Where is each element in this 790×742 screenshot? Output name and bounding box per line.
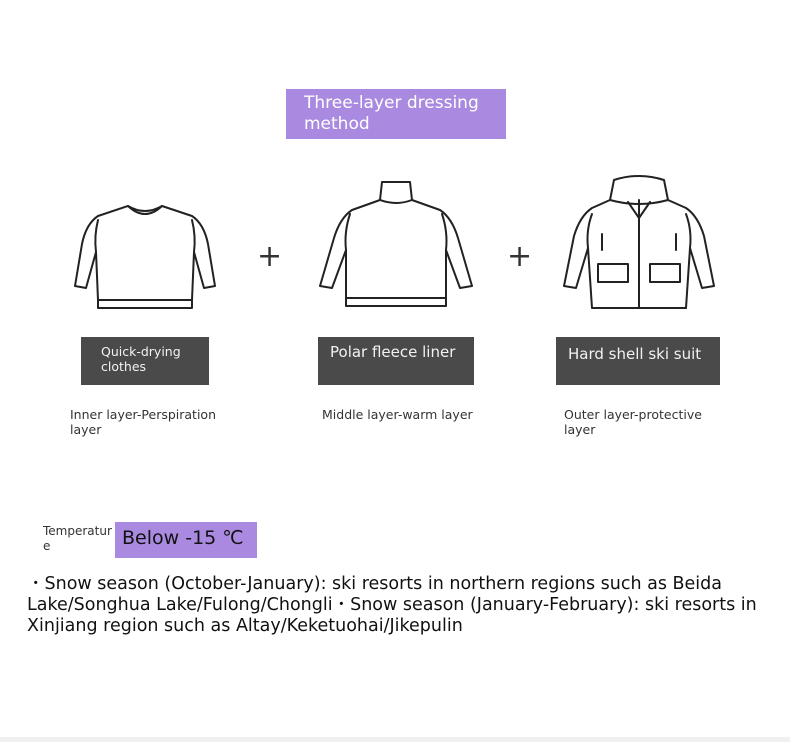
temperature-label: Temperature [43, 524, 112, 553]
sweatshirt-icon [70, 196, 220, 311]
layer-caption-inner: Inner layer-Perspiration layer [70, 407, 216, 437]
temperature-value: Below -15 ℃ [115, 522, 257, 558]
ski-jacket-icon [562, 174, 716, 314]
layer-label-polar-fleece: Polar fleece liner [318, 337, 474, 385]
bottom-divider [0, 737, 790, 742]
plus-sign: + [257, 239, 283, 274]
plus-sign: + [507, 239, 533, 274]
layer-caption-middle: Middle layer-warm layer [322, 407, 473, 422]
layer-label-quick-drying: Quick-drying clothes [81, 337, 209, 385]
snow-season-description: ・Snow season (October-January): ski resorts in northern regions such as Beida Lake/Songhua Lake/Fulong/Chongli・Snow season (January-February): ski resorts in Xinjiang region such as Altay/Keketuohai/Jikepulin [27, 574, 757, 636]
turtleneck-icon [316, 178, 476, 312]
layer-caption-outer: Outer layer-protective layer [564, 407, 702, 437]
page-title: Three-layer dressing method [286, 89, 506, 139]
layer-label-hard-shell: Hard shell ski suit [556, 337, 720, 385]
